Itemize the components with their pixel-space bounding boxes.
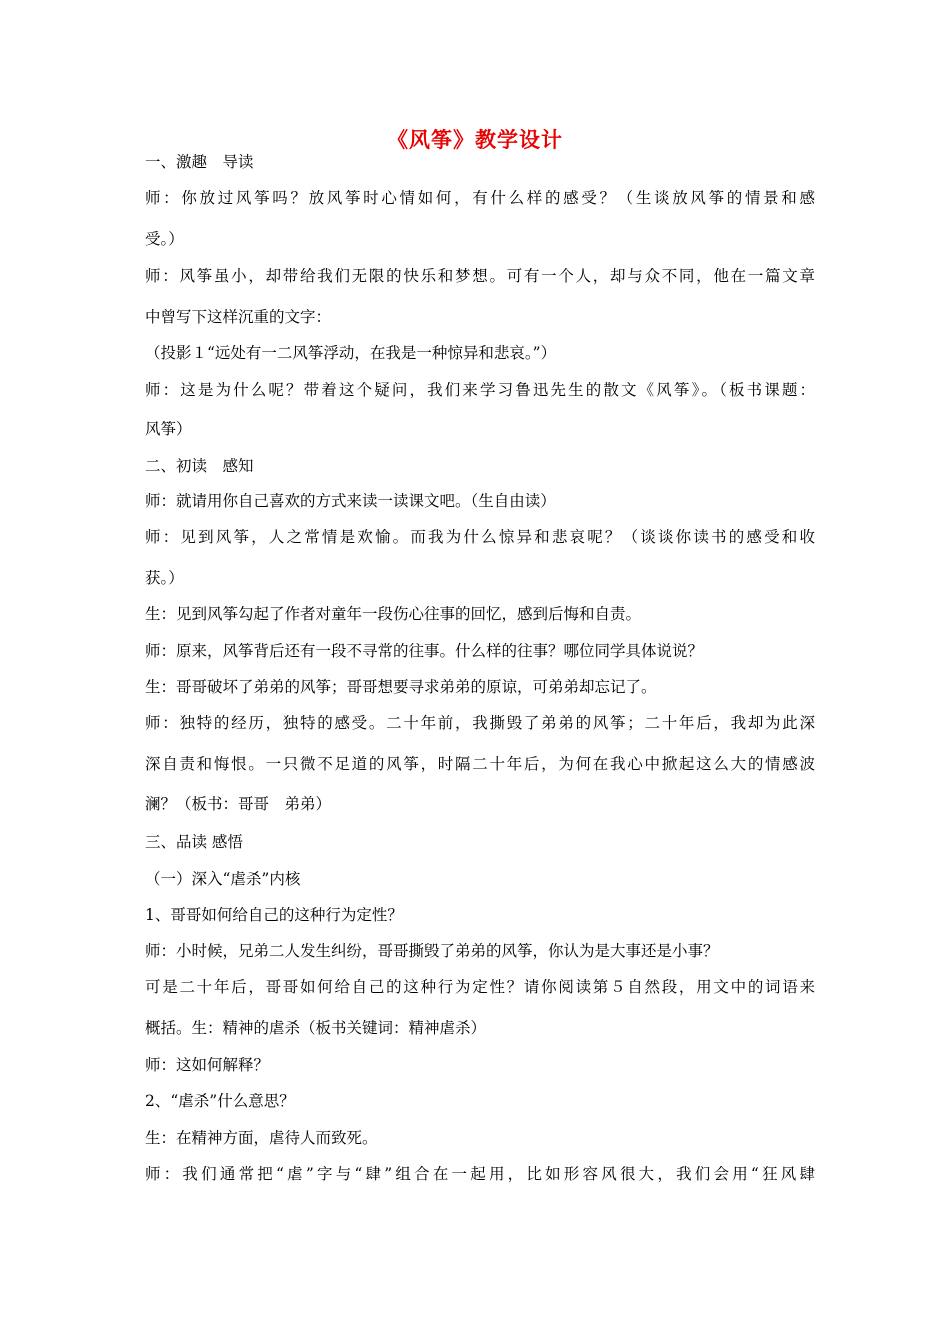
paragraph-line: 师：小时候，兄弟二人发生纠纷，哥哥撕毁了弟弟的风筝，你认为是大事还是小事？: [145, 942, 719, 960]
section-heading-3: 三、品读 感悟: [145, 833, 243, 851]
paragraph-line: 获。）: [145, 569, 184, 587]
paragraph-line: 师：原来，风筝背后还有一段不寻常的往事。什么样的往事？哪位同学具体说说？: [145, 642, 704, 660]
subsection-heading: （一）深入“虐杀”内核: [145, 870, 301, 888]
paragraph-line: （投影１“远处有一二风筝浮动，在我是一种惊异和悲哀。”）: [145, 344, 557, 362]
paragraph-line: 中曾写下这样沉重的文字：: [145, 308, 332, 326]
section-heading-2: 二、初读 感知: [145, 457, 254, 475]
paragraph-line: 师：我们通常把“虐”字与“肆”组合在一起用，比如形容风很大，我们会用“狂风肆: [145, 1165, 815, 1183]
paragraph-line: 澜？（板书：哥哥 弟弟）: [145, 795, 332, 813]
paragraph-line: 生：哥哥破坏了弟弟的风筝；哥哥想要寻求弟弟的原谅，可弟弟却忘记了。: [145, 678, 657, 696]
paragraph-line: 生：见到风筝勾起了作者对童年一段伤心往事的回忆，感到后悔和自责。: [145, 605, 642, 623]
paragraph-line: 受。）: [145, 230, 184, 248]
paragraph-line: 深自责和悔恨。一只微不足道的风筝，时隔二十年后，为何在我心中掀起这么大的情感波: [145, 755, 815, 773]
paragraph-line: 可是二十年后，哥哥如何给自己的这种行为定性？请你阅读第５自然段，用文中的词语来: [145, 978, 815, 996]
question-heading-1: 1、哥哥如何给自己的这种行为定性？: [145, 906, 403, 924]
paragraph-line: 风筝）: [145, 420, 192, 438]
paragraph-line: 师：这是为什么呢？带着这个疑问，我们来学习鲁迅先生的散文《风筝》。（板书课题：: [145, 381, 815, 399]
paragraph-line: 师：这如何解释？: [145, 1056, 270, 1074]
paragraph-line: 师：你放过风筝吗？放风筝时心情如何，有什么样的感受？（生谈放风筝的情景和感: [145, 189, 815, 207]
paragraph-line: 生：在精神方面，虐待人而致死。: [145, 1129, 378, 1147]
paragraph-line: 师：风筝虽小，却带给我们无限的快乐和梦想。可有一个人，却与众不同，他在一篇文章: [145, 267, 815, 285]
paragraph-line: 师：见到风筝，人之常情是欢愉。而我为什么惊异和悲哀呢？（谈谈你读书的感受和收: [145, 528, 815, 546]
paragraph-line: 师：就请用你自己喜欢的方式来读一读课文吧。（生自由读）: [145, 492, 556, 510]
document-title: 《风筝》教学设计: [387, 127, 563, 152]
question-heading-2: 2、“虐杀”什么意思？: [145, 1092, 295, 1110]
paragraph-line: 师：独特的经历，独特的感受。二十年前，我撕毁了弟弟的风筝；二十年后，我却为此深: [145, 714, 815, 732]
paragraph-line: 概括。生：精神的虐杀（板书关键词：精神虐杀）: [145, 1019, 487, 1037]
section-heading-1: 一、激趣 导读: [145, 153, 254, 171]
